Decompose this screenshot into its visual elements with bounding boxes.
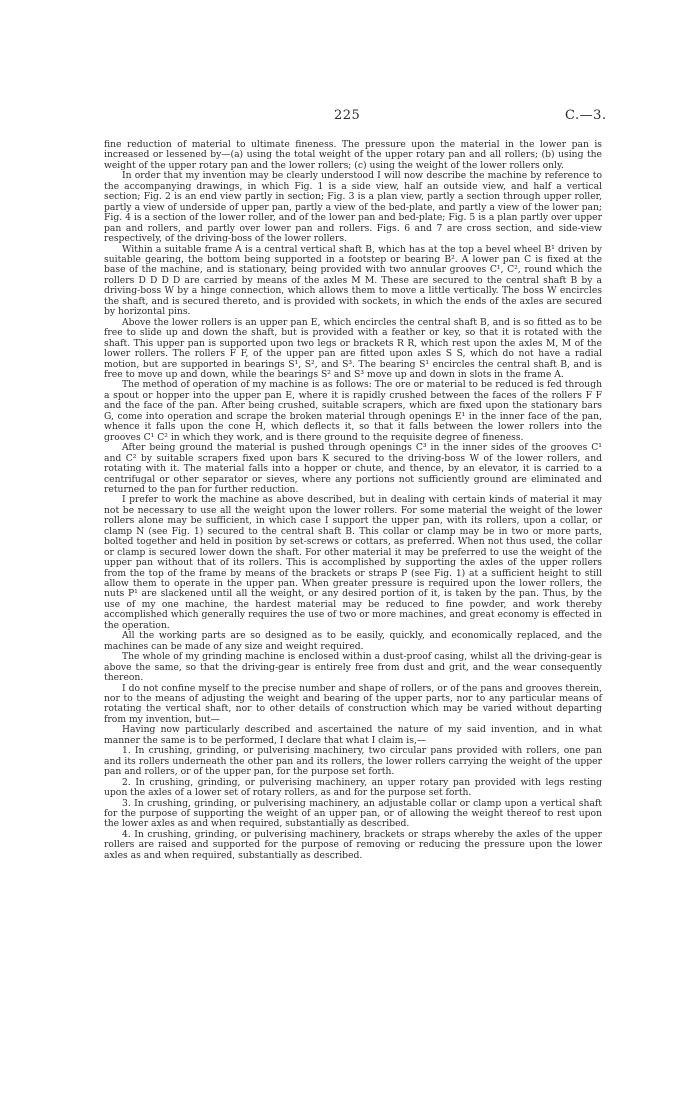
page-number: 225: [334, 108, 361, 123]
paragraph-working-parts: All the working parts are so designed as to be easily, quickly, and economically replaced, and the machines can be made of any size and weight required.: [104, 630, 602, 652]
body-text: [104, 140, 602, 861]
paragraph-not-confined: I do not confine myself to the precise number and shape of rollers, or of the pans and grooves therein, nor to the means of adjusting the weight and bearing of the upper parts, nor to any particular means of rotating the vertical shaft, nor to other details of construction which may be varied without departing from my invention, but—: [104, 682, 602, 725]
paragraph-continuation: fine reduction of material to ultimate fineness. The pressure upon the material in the lower pan is increased or lessened by—(a) using the total weight of the upper rotary pan and all rollers; (b) using the weight of the upper rotary pan and the lower rollers; (c) using the weight of the lower rollers only.: [104, 139, 602, 171]
paragraph-after-grinding: After being ground the material is pushed through openings C³ in the inner sides of the grooves C¹ and C² by suitable scrapers fixed upon bars K secured to the driving-boss W of the lower rollers, and rotating with it. The material falls into a hopper or chute, and thence, by an elevator, it is carried to a centrifugal or other separator or sieves, where any portions not sufficiently ground are eliminated and returned to the pan for further reduction.: [104, 442, 602, 495]
paragraph-dust-proof-casing: The whole of my grinding machine is enclosed within a dust-proof casing, whilst all the driving-gear is above the same, so that the driving-gear is entirely free from dust and grit, and the wear consequently thereon.: [104, 651, 602, 684]
claim-4: 4. In crushing, grinding, or pulverising machinery, brackets or straps whereby the axles of the upper rollers are raised and supported for the purpose of removing or reducing the pressure upon the lower axles as and when required, substantially as described.: [104, 828, 602, 861]
paragraph-claim-intro: Having now particularly described and ascertained the nature of my said invention, and in what manner the same is to be performed, I declare that what I claim is,—: [104, 724, 602, 746]
document-reference: C.—3.: [565, 108, 607, 123]
claim-1: 1. In crushing, grinding, or pulverising machinery, two circular pans provided with rollers, one pan and its rollers underneath the other pan and its rollers, the lower rollers carrying the weight of the upper pan and rollers, or of the upper pan, for the purpose set forth.: [104, 745, 602, 778]
page-header: [0, 108, 700, 128]
paragraph-drawings-description: In order that my invention may be clearly understood I will now describe the machine by reference to the accompanying drawings, in which Fig. 1 is a side view, half an outside view, and half a vertical section; Fig. 2 is an end view partly in section; Fig. 3 is a plan view, partly a section through upper roller, partly a view of underside of upper pan, partly a view of the bed-plate, and partly a view of the lower pan; Fig. 4 is a section of the lower roller, and of the lower pan and bed-plate; Fig. 5 is a plan partly over upper pan and rollers, and partly over lower pan and rollers. Figs. 6 and 7 are cross section, and side-view respectively, of the driving-boss of the lower rollers.: [104, 170, 602, 245]
claim-2: 2. In crushing, grinding, or pulverising machinery, an upper rotary pan provided with legs resting upon the axles of a lower set of rotary rollers, as and for the purpose set forth.: [104, 776, 602, 799]
claim-3: 3. In crushing, grinding, or pulverising machinery, an adjustable collar or clamp upon a vertical shaft for the purpose of supporting the weight of an upper pan, or of allowing the weight thereof to rest upon the lower axles as and when required, substantially as described.: [104, 797, 602, 830]
paragraph-upper-pan: Above the lower rollers is an upper pan E, which encircles the central shaft B, and is so fitted as to be free to slide up and down the shaft, but is provided with a feather or key, so that it is rotated with the shaft. This upper pan is supported upon two legs or brackets R R, which rest upon the axles M, M of the lower rollers. The rollers F F, of the upper pan are fitted upon axles S S, which do not have a radial motion, but are supported in bearings S¹, S², and S³. The bearing S¹ encircles the central shaft B, and is free to move up and down, while the bearings S² and S³ move up and down in slots in the frame A.: [104, 316, 602, 380]
paragraph-frame-and-shaft: Within a suitable frame A is a central vertical shaft B, which has at the top a bevel wheel B¹ driven by suitable gearing, the bottom being supported in a footstep or bearing B². A lower pan C is fixed at the base of the machine, and is stationary, being provided with two annular grooves C¹, C², round which the rollers D D D D are carried by means of the axles M M. These are secured to the central shaft B by a driving-boss W by a hinge connection, which allows them to move a little vertically. The boss W encircles the shaft, and is secured thereto, and is provided with sockets, in which the ends of the axles are secured by horizontal pins.: [104, 243, 602, 318]
paragraph-weight-options: I prefer to work the machine as above described, but in dealing with certain kinds of material it may not be necessary to use all the weight upon the lower rollers. For some material the weight of the lower rollers alone may be sufficient, in which case I support the upper pan, with its rollers, upon a collar, or clamp N (see Fig. 1) secured to the central shaft B. This collar or clamp may be in two or more parts, bolted together and held in position by set-screws or cottars, as preferred. When not thus used, the collar or clamp is secured lower down the shaft. For other material it may be preferred to use the weight of the upper pan without that of its rollers. This is accomplished by supporting the axles of the upper rollers from the top of the frame by means of the brackets or straps P (see Fig. 1) at a sufficient height to still allow them to operate in the upper pan. When greater pressure is required upon the lower rollers, the nuts P¹ are slackened until all the weight, or any desired portion of it, is taken by the pan. Thus, by the use of my one machine, the hardest material may be reduced to fine powder, and work thereby accomplished which generally requires the use of two or more machines, and great economy is effected in the operation.: [104, 494, 602, 631]
paragraph-method-of-operation: The method of operation of my machine is as follows: The ore or material to be reduced is fed through a spout or hopper into the upper pan E, where it is rapidly crushed between the faces of the rollers F F and the face of the pan. After being crushed, suitable scrapers, which are fixed upon the stationary bars G, come into operation and scrape the broken material through openings E¹ in the inner face of the pan, whence it falls upon the cone H, which deflects it, so that it falls between the lower rollers into the grooves C¹ C² in which they work, and is there ground to the requisite degree of fineness.: [104, 379, 602, 443]
